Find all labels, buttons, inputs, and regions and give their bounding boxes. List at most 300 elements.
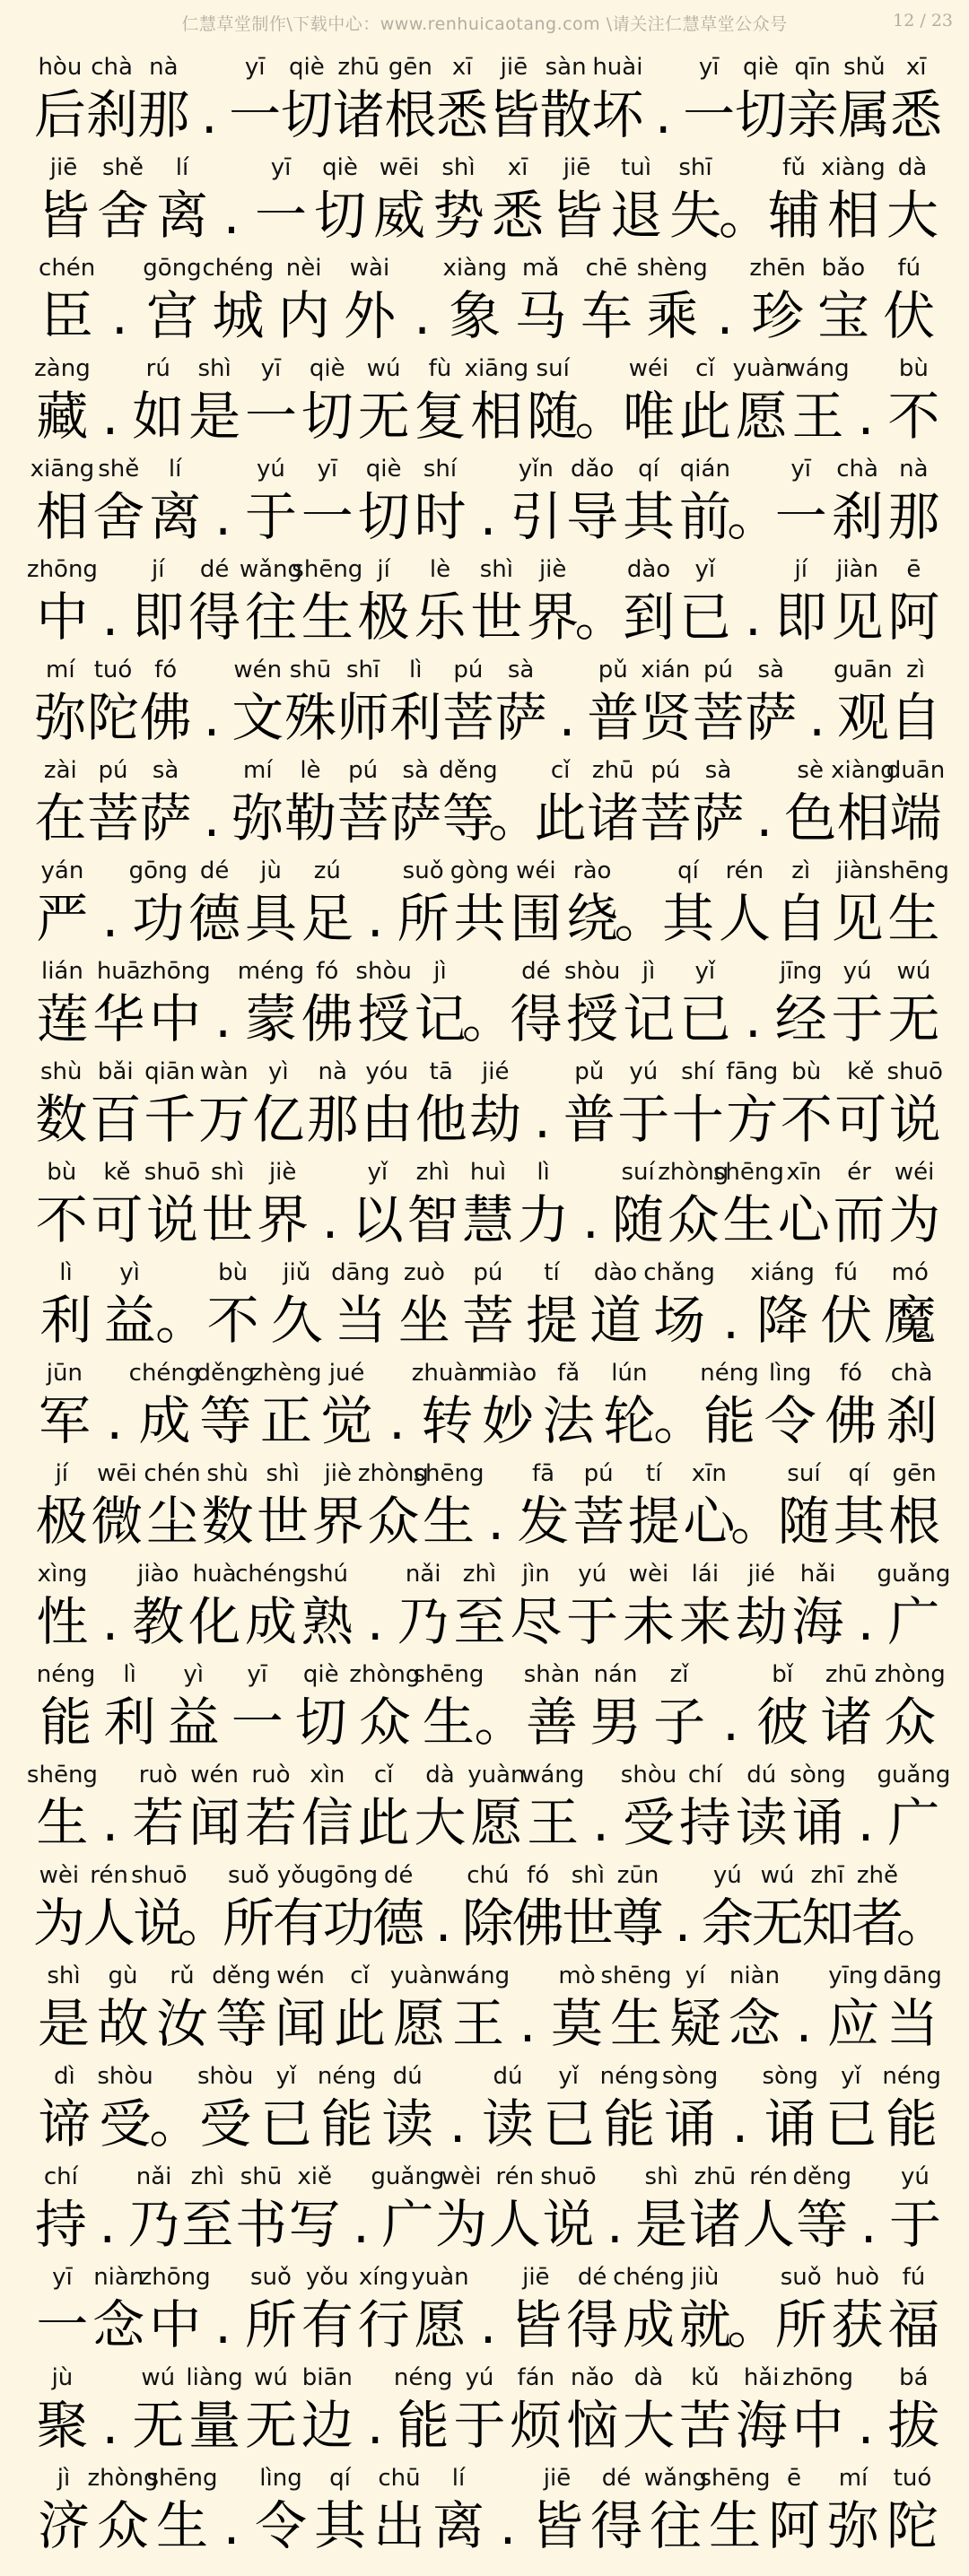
pinyin: hǎi <box>799 1561 836 1588</box>
punctuation <box>523 1055 563 1155</box>
annotated-character <box>886 753 946 854</box>
hanzi: 诵 <box>791 1792 844 1853</box>
annotated-character <box>130 854 187 954</box>
pinyin: yú <box>578 1561 607 1588</box>
hanzi: 说 <box>888 1089 941 1150</box>
pinyin: duān <box>886 757 946 784</box>
annotated-character <box>792 2160 852 2260</box>
hanzi: 中 <box>149 988 202 1049</box>
hanzi: 众 <box>96 2495 149 2556</box>
hanzi: 读 <box>481 2093 534 2154</box>
pinyin: lí <box>175 154 189 181</box>
hanzi: 引 <box>510 486 563 547</box>
hanzi: 中 <box>149 2294 202 2355</box>
hanzi: 即 <box>774 587 827 648</box>
pinyin: ér <box>847 1159 871 1186</box>
hanzi: . <box>414 285 431 346</box>
punctuation <box>204 2260 243 2361</box>
pinyin: fó <box>154 657 178 683</box>
hanzi: 觉 <box>320 1390 373 1451</box>
annotated-character <box>310 151 370 251</box>
annotated-character <box>271 1959 330 2059</box>
text-line <box>26 553 942 653</box>
annotated-character <box>34 1557 91 1658</box>
annotated-character <box>370 151 429 251</box>
pinyin: shēng <box>146 2465 218 2492</box>
annotated-character <box>784 753 837 854</box>
pinyin: néng <box>599 2063 659 2090</box>
annotated-character <box>888 2160 942 2260</box>
hanzi: 伏 <box>883 285 936 346</box>
annotated-character <box>621 1758 677 1858</box>
hanzi: 弥 <box>34 687 87 748</box>
annotated-character <box>200 1457 256 1557</box>
hanzi: 普 <box>563 1089 615 1150</box>
hanzi: 诸 <box>688 2194 741 2255</box>
pinyin: shuō <box>886 1058 943 1085</box>
hanzi: 劫 <box>469 1089 522 1150</box>
hanzi: . <box>223 185 240 246</box>
hanzi: 足 <box>301 888 354 949</box>
hanzi: 悉 <box>436 84 489 145</box>
annotated-character <box>886 954 942 1055</box>
hanzi: 无 <box>357 386 410 447</box>
text-line <box>34 151 942 251</box>
hanzi: 。 <box>727 486 780 547</box>
pinyin: jiàn <box>836 857 878 884</box>
annotated-character <box>760 2059 821 2160</box>
pinyin: dé <box>577 2264 607 2291</box>
pinyin: jí <box>152 556 165 583</box>
pinyin: xiě <box>297 2163 332 2190</box>
hanzi: 是 <box>37 1993 90 2054</box>
hanzi: 生 <box>609 1993 662 2054</box>
hanzi: . <box>99 2194 116 2255</box>
annotated-character <box>677 1557 733 1658</box>
annotated-character <box>782 2361 854 2461</box>
annotated-character <box>753 1858 803 1959</box>
annotated-character <box>538 2059 599 2160</box>
annotated-character <box>621 1557 677 1658</box>
punctuation <box>212 151 251 251</box>
pinyin: suǒ <box>249 2264 292 2291</box>
pinyin: jiē <box>500 54 528 81</box>
pinyin: mò <box>558 1962 596 1989</box>
annotated-character <box>621 452 677 553</box>
hanzi: 得 <box>188 587 241 648</box>
hanzi: 。 <box>727 2294 780 2355</box>
pinyin: jù <box>260 857 282 884</box>
hanzi: 福 <box>887 2294 940 2355</box>
hanzi: 皆 <box>37 185 90 246</box>
hanzi: 万 <box>197 1089 250 1150</box>
annotated-character <box>886 1457 942 1557</box>
punctuation <box>574 352 627 452</box>
hanzi: 数 <box>35 1089 88 1150</box>
annotated-character <box>877 251 942 352</box>
hanzi: 。 <box>155 1290 208 1351</box>
text-line <box>26 1758 951 1858</box>
pinyin: kě <box>103 1159 131 1186</box>
annotated-character <box>251 2461 310 2562</box>
hanzi: 舍 <box>96 185 149 246</box>
hanzi: 广 <box>887 1591 940 1652</box>
hanzi: 萨 <box>745 687 798 748</box>
pinyin: nǎi <box>405 1561 441 1588</box>
punctuation <box>653 1356 706 1457</box>
annotated-character <box>197 1055 252 1155</box>
hanzi: 。 <box>574 587 627 648</box>
hanzi: 阿 <box>767 2495 820 2556</box>
pinyin: lái <box>691 1561 720 1588</box>
hanzi: 生 <box>708 2495 761 2556</box>
hanzi: 其 <box>662 888 715 949</box>
pinyin: hòu <box>38 54 83 81</box>
pinyin: yī <box>247 1661 268 1688</box>
hanzi: 不 <box>35 1189 88 1250</box>
annotated-character <box>306 1055 361 1155</box>
hanzi: 场 <box>653 1290 706 1351</box>
hanzi: 人 <box>742 2194 795 2255</box>
hanzi: 海 <box>791 1591 844 1652</box>
pinyin: yuàn <box>732 355 790 382</box>
annotated-character <box>34 854 91 954</box>
hanzi: 众 <box>367 1491 420 1552</box>
hanzi: . <box>582 1189 599 1250</box>
hanzi: . <box>101 386 119 447</box>
hanzi: 那 <box>887 486 940 547</box>
punctuation <box>192 653 231 753</box>
pinyin: nà <box>149 54 179 81</box>
punctuation <box>727 2260 780 2361</box>
annotated-character <box>439 753 498 854</box>
punctuation <box>100 251 139 352</box>
punctuation <box>849 2160 888 2260</box>
pinyin: zhòng <box>357 1460 429 1487</box>
annotated-character <box>239 553 303 653</box>
annotated-character <box>87 2461 159 2562</box>
pinyin: shì <box>266 1460 300 1487</box>
annotated-character <box>289 1658 353 1758</box>
annotated-character <box>745 653 798 753</box>
annotated-character <box>773 954 829 1055</box>
hanzi: 读 <box>735 1792 788 1853</box>
annotated-character <box>564 452 621 553</box>
pinyin: yǐ <box>275 2063 297 2090</box>
annotated-character <box>751 1658 815 1758</box>
pinyin: shí <box>423 456 458 483</box>
annotated-character <box>229 50 281 151</box>
pinyin: chéng <box>128 1360 201 1387</box>
hanzi: 自 <box>889 687 942 748</box>
annotated-character <box>299 1758 355 1858</box>
hanzi: 愿 <box>414 2294 467 2355</box>
pinyin: sà <box>402 757 429 784</box>
annotated-character <box>640 653 693 753</box>
annotated-character <box>468 1055 523 1155</box>
annotated-character <box>776 1457 832 1557</box>
pinyin: shě <box>101 154 144 181</box>
hanzi: 界 <box>311 1491 364 1552</box>
annotated-character <box>760 1356 821 1457</box>
hanzi: 能 <box>39 1692 92 1753</box>
hanzi: 切 <box>301 386 354 447</box>
pinyin: qiè <box>309 355 345 382</box>
punctuation <box>547 653 587 753</box>
punctuation <box>798 653 837 753</box>
hanzi: 佛 <box>825 1390 877 1451</box>
hanzi: 除 <box>461 1893 514 1954</box>
annotated-character <box>464 352 529 452</box>
hanzi: 弥 <box>231 788 284 849</box>
pinyin: zhě <box>856 1862 898 1889</box>
annotated-character <box>626 1457 682 1557</box>
hanzi: 皆 <box>550 185 603 246</box>
pinyin: dào <box>593 1259 638 1286</box>
hanzi: 那 <box>137 84 190 145</box>
pinyin: niàn <box>729 1962 781 1989</box>
punctuation <box>91 553 130 653</box>
annotated-character <box>538 1356 599 1457</box>
hanzi: 菩 <box>639 788 692 849</box>
hanzi: 为 <box>888 1189 941 1250</box>
hanzi: 。 <box>719 185 772 246</box>
punctuation <box>192 753 231 854</box>
hanzi: 力 <box>517 1189 570 1250</box>
pinyin: wèi <box>441 2163 482 2190</box>
hanzi: 广 <box>381 2194 434 2255</box>
hanzi: 能 <box>320 2093 373 2154</box>
pinyin: lí <box>168 456 182 483</box>
pinyin: bù <box>47 1159 77 1186</box>
hanzi: 随 <box>777 1491 830 1552</box>
pinyin: xiāng <box>464 355 529 382</box>
hanzi: 信 <box>301 1792 354 1853</box>
hanzi: 说 <box>145 1189 198 1250</box>
hanzi: 余 <box>701 1893 754 1954</box>
annotated-character <box>677 2260 733 2361</box>
hanzi: 悉 <box>890 84 943 145</box>
pinyin: dǎo <box>571 456 615 483</box>
hanzi: 离 <box>149 486 202 547</box>
pinyin: mí <box>838 2465 869 2492</box>
punctuation <box>614 854 667 954</box>
annotated-character <box>330 1959 389 2059</box>
pinyin: zhèng <box>250 1360 322 1387</box>
pinyin: fó <box>316 958 339 985</box>
annotated-character <box>373 1858 423 1959</box>
annotated-character <box>764 151 824 251</box>
pinyin: wú <box>141 2364 176 2391</box>
punctuation <box>705 251 745 352</box>
pinyin: jūn <box>46 1360 83 1387</box>
annotated-character <box>463 1858 513 1959</box>
pinyin: tuó <box>93 657 133 683</box>
pinyin: zhì <box>190 2163 224 2190</box>
hanzi: 即 <box>132 587 185 648</box>
pinyin: jiǔ <box>283 1259 311 1286</box>
hanzi: 失 <box>668 185 721 246</box>
pinyin: yī <box>52 2264 73 2291</box>
hanzi: 其 <box>623 486 676 547</box>
pinyin: wáng <box>521 1762 585 1788</box>
pinyin: zhì <box>462 1561 497 1588</box>
hanzi: 成 <box>138 1390 191 1451</box>
annotated-character <box>886 2361 942 2461</box>
pinyin: wáng <box>446 1962 511 1989</box>
pinyin: hǎi <box>743 2364 780 2391</box>
hanzi: 未 <box>623 1591 676 1652</box>
annotated-character <box>677 553 733 653</box>
annotated-character <box>699 1356 760 1457</box>
annotated-character <box>288 2160 342 2260</box>
hanzi: 彼 <box>756 1692 809 1753</box>
pinyin: yuàn <box>389 1962 449 1989</box>
pinyin: xīn <box>691 1460 727 1487</box>
pinyin: zhì <box>415 1159 450 1186</box>
annotated-character <box>377 2059 438 2160</box>
hanzi: 一 <box>244 386 297 447</box>
pinyin: yóu <box>365 1058 409 1085</box>
hanzi: 众 <box>884 1692 937 1753</box>
pinyin: qí <box>329 2465 351 2492</box>
hanzi: 菩 <box>572 1491 625 1552</box>
pinyin: dà <box>633 2364 664 2391</box>
hanzi: . <box>499 2495 517 2556</box>
hanzi: 一 <box>774 486 827 547</box>
hanzi: 是 <box>188 386 241 447</box>
pinyin: wèi <box>628 1561 669 1588</box>
annotated-character <box>764 2461 824 2562</box>
annotated-character <box>412 452 468 553</box>
annotated-character <box>299 954 355 1055</box>
annotated-character <box>832 1457 887 1557</box>
hanzi: . <box>857 386 875 447</box>
annotated-character <box>34 352 91 452</box>
hanzi: 等 <box>199 1390 252 1451</box>
punctuation <box>730 1457 783 1557</box>
hanzi: 皆 <box>510 2294 563 2355</box>
annotated-character <box>434 2160 488 2260</box>
pinyin: zài <box>43 757 77 784</box>
annotated-character <box>488 151 547 251</box>
hanzi: . <box>716 285 734 346</box>
pinyin: wéi <box>516 857 556 884</box>
pinyin: rǔ <box>170 1962 195 1989</box>
hanzi: 善 <box>525 1692 578 1753</box>
annotated-character <box>821 2059 882 2160</box>
pinyin: yí <box>685 1962 706 1989</box>
pinyin: xī <box>905 54 927 81</box>
hanzi: 切 <box>357 486 410 547</box>
pinyin: lì <box>59 1259 73 1286</box>
punctuation <box>155 1256 208 1356</box>
annotated-character <box>34 2361 91 2461</box>
pinyin: gēn <box>892 1460 937 1487</box>
annotated-character <box>773 553 829 653</box>
annotated-character <box>153 151 212 251</box>
pinyin: pú <box>703 657 734 683</box>
hanzi: 乐 <box>414 587 467 648</box>
pinyin: chén <box>144 1460 201 1487</box>
hanzi: 慧 <box>461 1189 514 1250</box>
pinyin: sà <box>757 657 784 683</box>
text-line <box>34 2461 942 2562</box>
annotated-character <box>519 1658 583 1758</box>
annotated-character <box>139 753 192 854</box>
hanzi: . <box>214 2294 231 2355</box>
pinyin: jiè <box>268 1159 297 1186</box>
annotated-character <box>243 352 300 452</box>
annotated-character <box>34 1155 90 1256</box>
pinyin: xiàng <box>831 757 895 784</box>
pinyin: wǎng <box>239 556 303 583</box>
pinyin: biān <box>301 2364 353 2391</box>
pinyin: suǒ <box>402 857 444 884</box>
punctuation <box>643 50 683 151</box>
hanzi: 散 <box>539 84 592 145</box>
hanzi: 。 <box>895 1893 948 1954</box>
hanzi: 前 <box>678 486 731 547</box>
hanzi: 百 <box>89 1089 142 1150</box>
hanzi: 相 <box>826 185 879 246</box>
annotated-character <box>839 50 891 151</box>
pinyin: chéng <box>202 255 275 282</box>
pinyin: yǒu <box>305 2264 349 2291</box>
pinyin: lè <box>429 556 451 583</box>
hanzi: 得 <box>566 2294 619 2355</box>
pinyin: shì <box>197 355 231 382</box>
hanzi: . <box>106 1390 123 1451</box>
pinyin: huì <box>469 1159 507 1186</box>
pinyin: dāng <box>883 1962 942 1989</box>
hanzi: 莲 <box>36 988 89 1049</box>
annotated-character <box>587 753 640 854</box>
annotated-character <box>91 954 147 1055</box>
pinyin: shēng <box>26 1762 98 1788</box>
annotated-character <box>415 1055 469 1155</box>
annotated-character <box>310 2461 370 2562</box>
pinyin: xiàng <box>442 255 508 282</box>
hanzi: 此 <box>357 1792 410 1853</box>
hanzi: 能 <box>703 1390 756 1451</box>
pinyin: xīn <box>786 1159 822 1186</box>
hanzi: 令 <box>764 1390 816 1451</box>
annotated-character <box>265 1256 328 1356</box>
pinyin: sàn <box>545 54 587 81</box>
annotated-character <box>355 2260 412 2361</box>
pinyin: dé <box>521 958 551 985</box>
annotated-character <box>786 352 850 452</box>
pinyin: xiāng <box>30 456 95 483</box>
annotated-character <box>636 251 708 352</box>
pinyin: fā <box>532 1460 555 1487</box>
annotated-character <box>540 50 592 151</box>
hanzi: 刹 <box>886 1390 938 1451</box>
annotated-character <box>780 1055 834 1155</box>
annotated-character <box>516 1457 572 1557</box>
annotated-character <box>621 553 677 653</box>
annotated-character <box>355 553 412 653</box>
annotated-character <box>360 1055 415 1155</box>
annotated-character <box>634 2160 688 2260</box>
annotated-character <box>787 50 839 151</box>
pinyin: yuàn <box>411 2264 469 2291</box>
annotated-character <box>436 50 488 151</box>
hanzi: . <box>808 687 825 748</box>
annotated-character <box>250 1356 322 1457</box>
annotated-character <box>187 553 243 653</box>
